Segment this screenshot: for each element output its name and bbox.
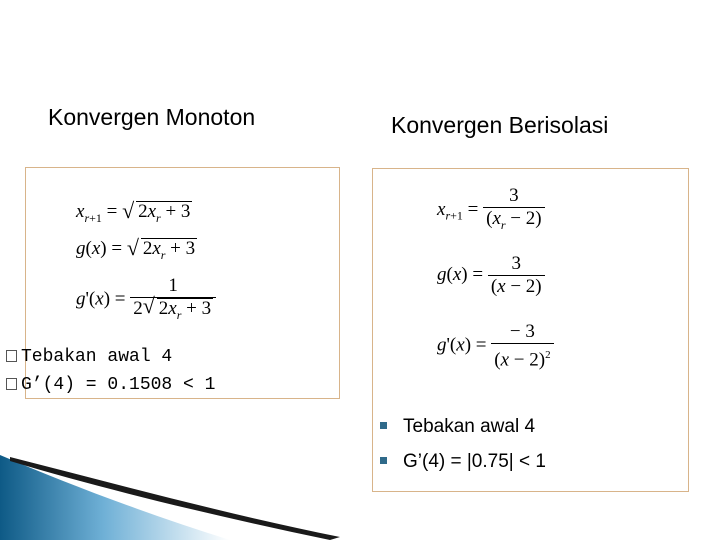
title-konvergen-monoton: Konvergen Monoton xyxy=(48,104,256,130)
checkbox-bullet-icon xyxy=(6,378,17,390)
title-konvergen-berisolasi: Konvergen Berisolasi xyxy=(391,112,609,138)
eq-xr1-berisolasi: $x_{r+1}$ = $\frac{3}{(x_r - 2)}$ xyxy=(437,185,545,236)
panel-berisolasi xyxy=(372,168,689,492)
bullet-tebakan-berisolasi: Tebakan awal 4 xyxy=(380,416,535,438)
eq-gx-monoton: g(x) = √ $2x_r + 3$ xyxy=(76,238,197,265)
checkbox-bullet-icon xyxy=(6,350,17,362)
eq-gprime-monoton: g'(x) = 1 2 √ $2x_r + 3$ xyxy=(76,275,216,325)
square-bullet-icon xyxy=(380,457,387,464)
panel-monoton xyxy=(21,167,340,399)
decorative-swoosh xyxy=(0,455,360,540)
eq-xr1-monoton: $x_{r+1}$ = √ $2x_r + 3$ xyxy=(76,201,192,228)
eq-gprime-berisolasi: g'(x) = $\frac{- 3}{(x - 2)^2}$ xyxy=(437,321,554,371)
bullet-gprime-berisolasi: G’(4) = |0.75| < 1 xyxy=(380,451,546,473)
bullet-tebakan-monoton: Tebakan awal 4 xyxy=(6,347,172,367)
bullet-gprime-monoton: G’(4) = 0.1508 < 1 xyxy=(6,375,215,395)
square-bullet-icon xyxy=(380,422,387,429)
eq-gx-berisolasi: g(x) = $\frac{3}{(x - 2)}$ xyxy=(437,253,545,298)
